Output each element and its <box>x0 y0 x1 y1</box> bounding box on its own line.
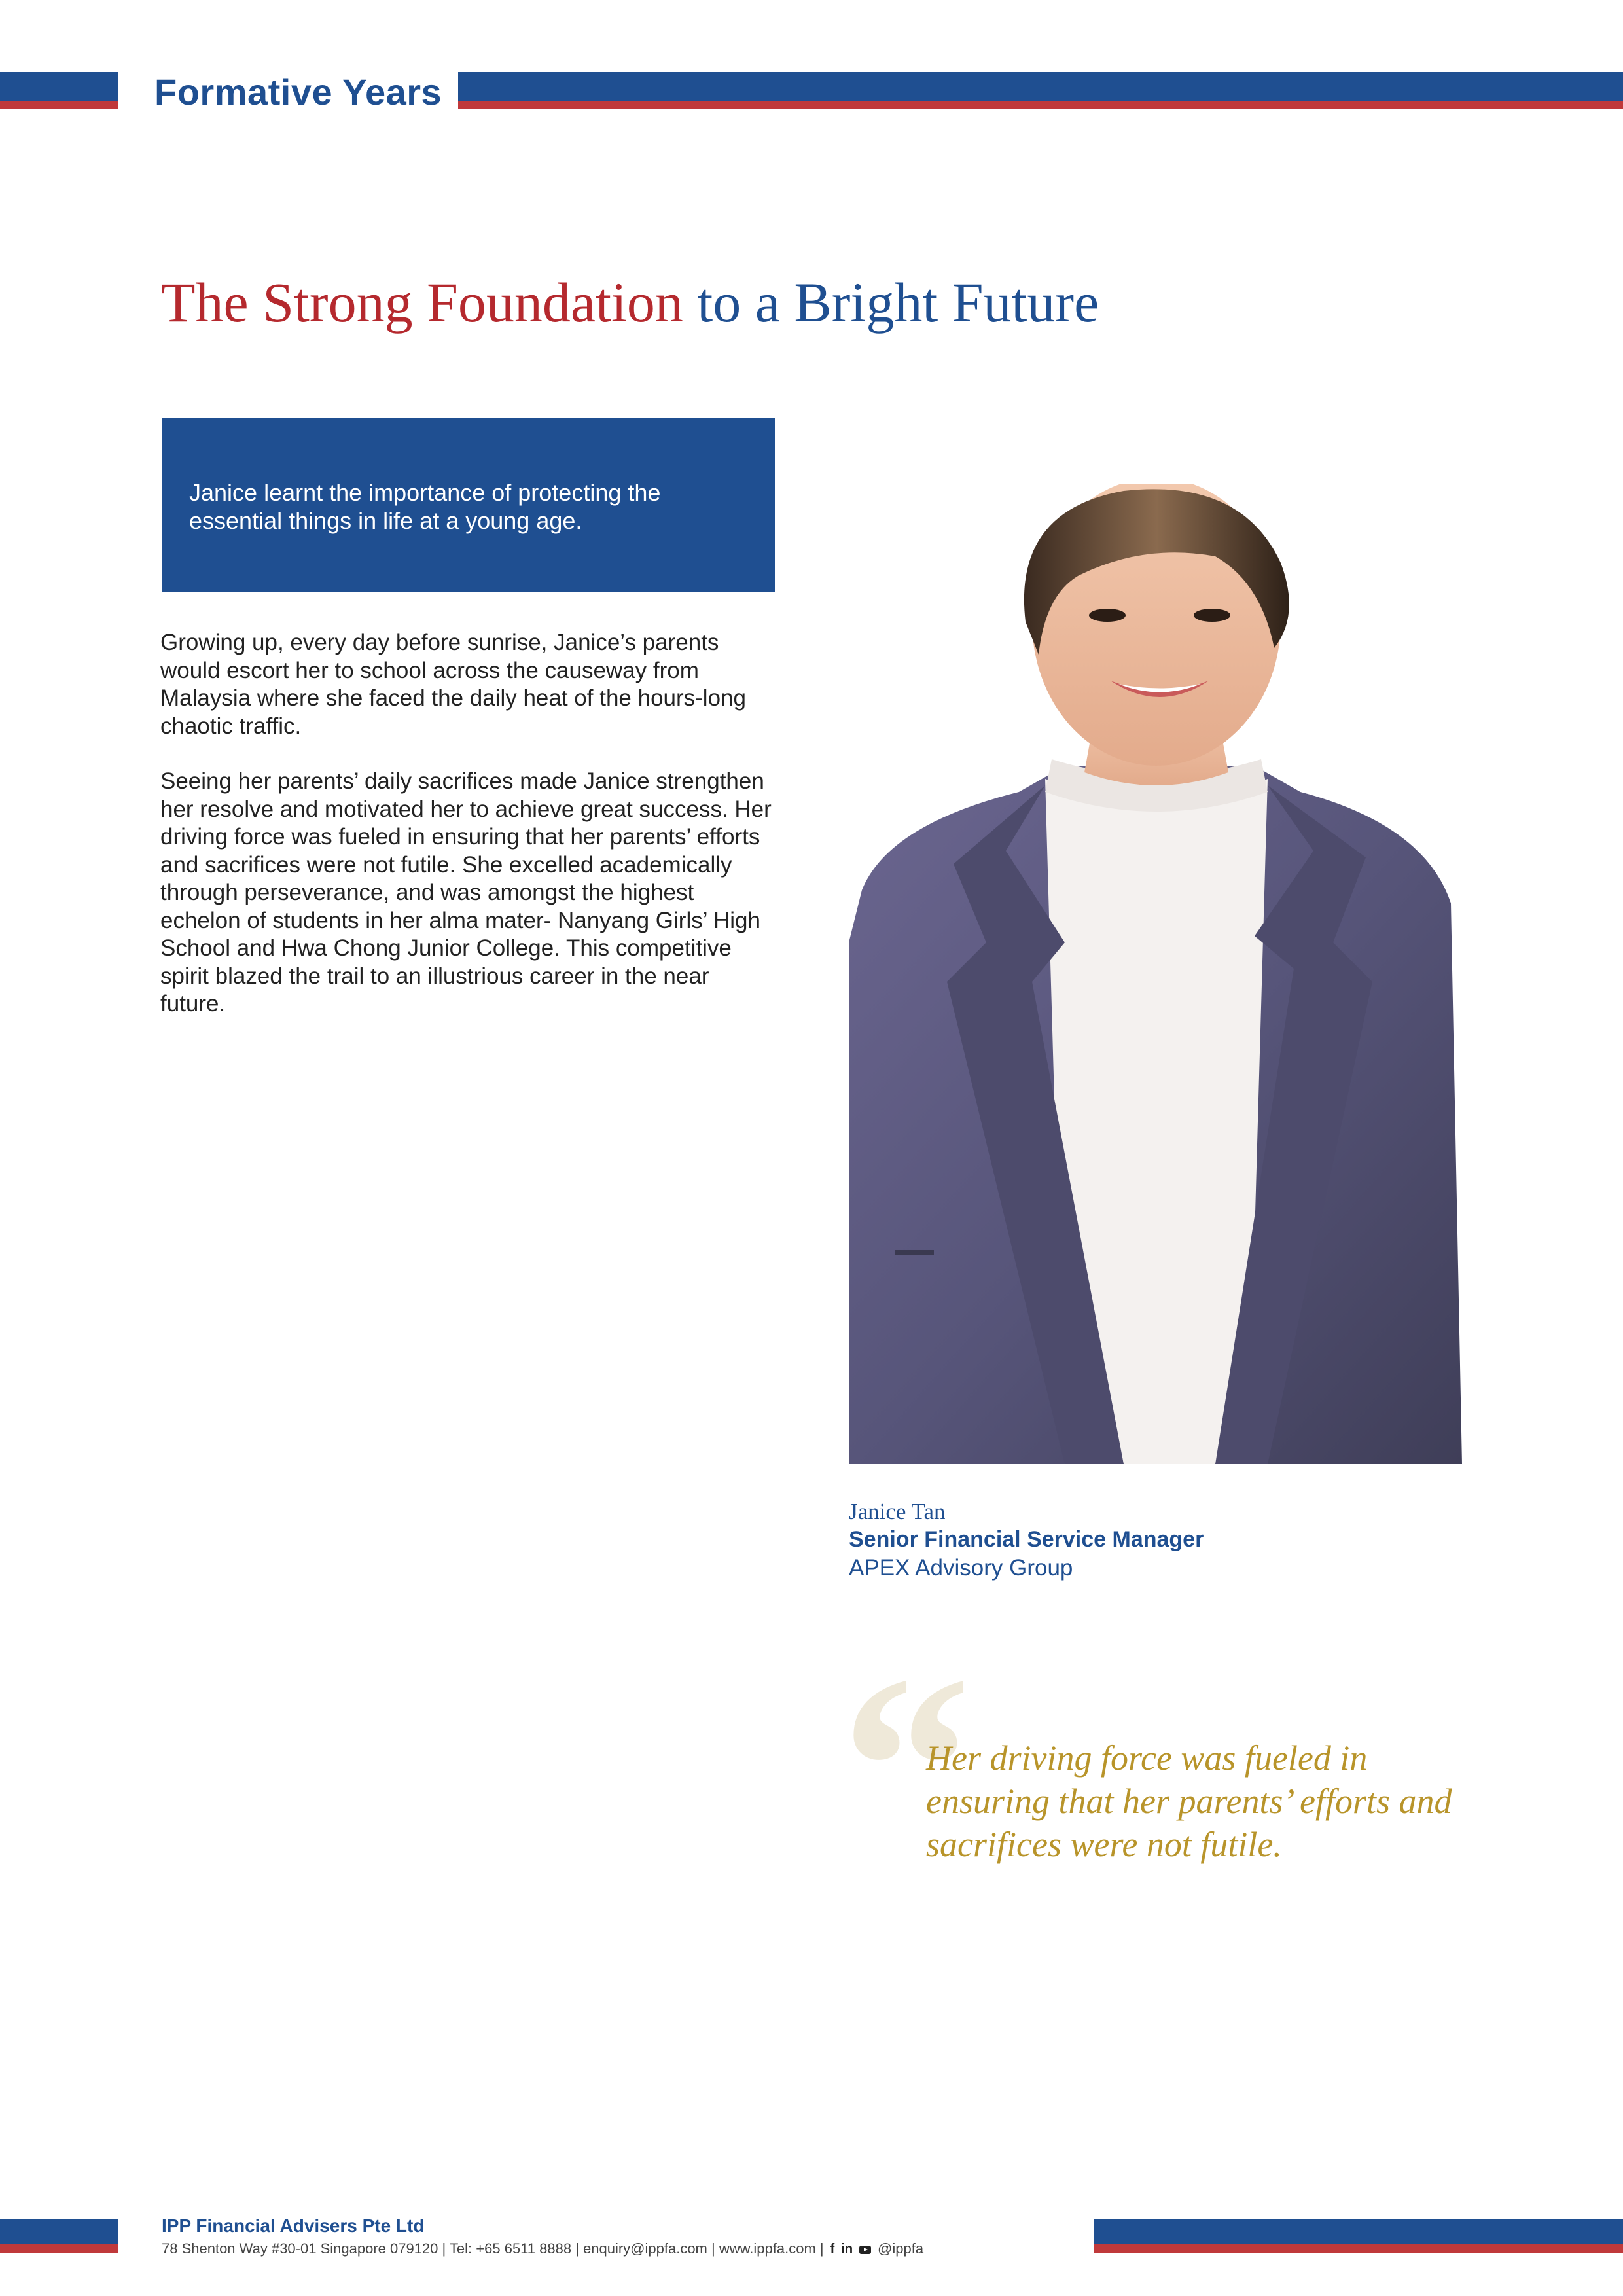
page-title <box>161 272 1099 334</box>
portrait-illustration <box>849 484 1462 1464</box>
pull-quote: Her driving force was fueled in ensuring that her parents’ efforts and sacrifices were not futile. <box>926 1738 1452 1864</box>
intro-box <box>162 418 775 592</box>
title-part-blue: to a Bright Future <box>697 271 1099 334</box>
footer-bar-right-blue <box>1094 2219 1623 2244</box>
youtube-icon[interactable] <box>859 2246 871 2254</box>
header-bar-left-blue <box>0 72 118 101</box>
intro-text: Janice learnt the importance of protecting the essential things in life at a young age. <box>189 479 661 534</box>
header-bar-left-red <box>0 101 118 109</box>
header-bar-right-blue <box>458 72 1623 101</box>
profile-company: APEX Advisory Group <box>849 1555 1073 1581</box>
body-paragraph-1: Growing up, every day before sunrise, Janice’s parents would escort her to school across the causeway from Malaysia where she faced the daily heat of the hours-long chaotic traffic. <box>160 630 746 739</box>
footer-bar-left-blue <box>0 2219 118 2244</box>
quote-mark-icon: “ <box>841 1622 972 1912</box>
portrait-photo <box>849 484 1462 1464</box>
body-paragraph-2: Seeing her parents’ daily sacrifices made Janice strengthen her resolve and motivated her to achieve great success. Her driving force was fueled in ensuring that her parents’ efforts and sacrifices were not futile. She excelled academically through perseverance, and was amongst the highest echelon of students in her alma mater- Nanyang Girls’ High School and Hwa Chong Junior College. This competitive spirit blazed the trail to an illustrious career in the near future. <box>160 768 772 1016</box>
linkedin-icon[interactable]: in <box>841 2241 853 2256</box>
footer-social-handle[interactable]: @ippfa <box>878 2240 924 2257</box>
header-bar-right-red <box>458 101 1623 109</box>
facebook-icon[interactable]: f <box>830 2241 835 2256</box>
footer-contact <box>162 2240 923 2257</box>
profile-name: Janice Tan <box>849 1499 946 1524</box>
footer-company: IPP Financial Advisers Pte Ltd <box>162 2215 425 2236</box>
footer-bar-right-red <box>1094 2244 1623 2253</box>
footer-bar-left-red <box>0 2244 118 2253</box>
section-label: Formative Years <box>154 71 442 113</box>
footer-contact-text: 78 Shenton Way #30-01 Singapore 079120 | Tel: +65 6511 8888 | enquiry@ippfa.com | www.ippfa.com | <box>162 2240 824 2257</box>
profile-role: Senior Financial Service Manager <box>849 1527 1204 1552</box>
title-part-red: The Strong Foundation <box>161 271 683 334</box>
